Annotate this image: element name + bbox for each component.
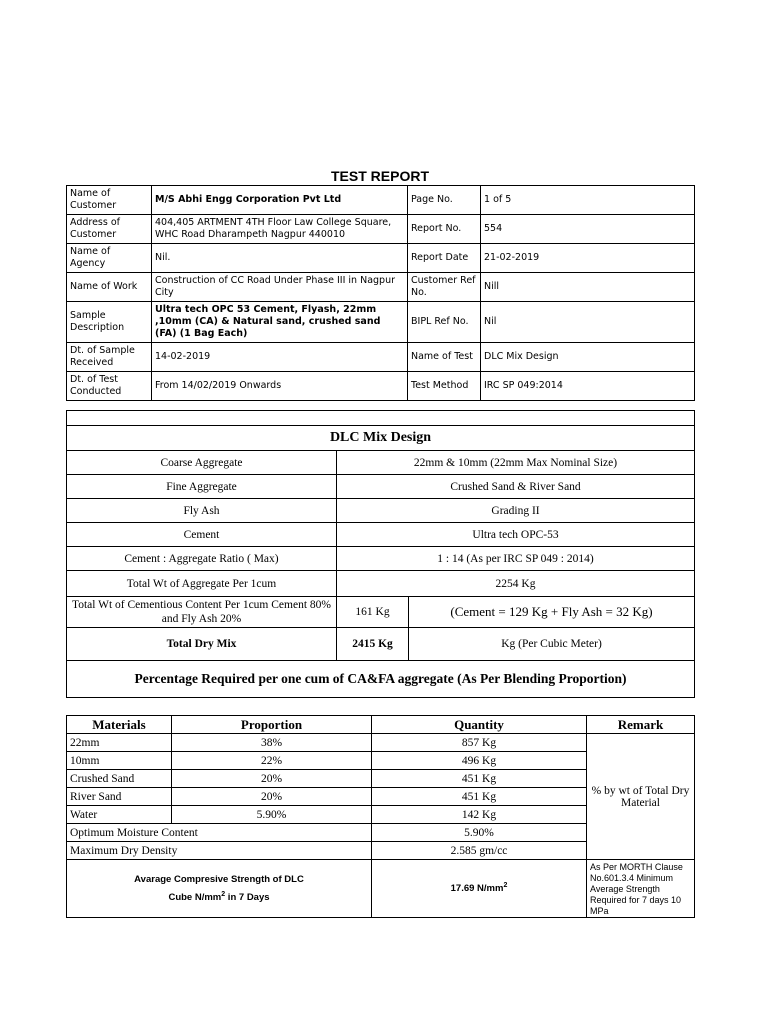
blend-material: 22mm: [67, 734, 172, 752]
strength-row: [67, 860, 695, 918]
mix-label: Fly Ash: [67, 499, 337, 523]
mix-row: [67, 451, 695, 475]
blend-material: 10mm: [67, 752, 172, 770]
blend-proportion: 20%: [172, 770, 372, 788]
header-key: Sample Description: [67, 302, 152, 343]
mix-row: [67, 547, 695, 571]
blending-proportion-table: [66, 715, 695, 918]
mix-label: Fine Aggregate: [67, 475, 337, 499]
strength-label-sup: 2: [221, 890, 226, 898]
strength-value: 17.69 N/mm: [450, 883, 504, 895]
blend-header-row: [67, 716, 695, 734]
header-row-sample: [67, 302, 695, 343]
mix-row: [67, 571, 695, 597]
dry-mix-value: 2415 Kg: [337, 628, 409, 661]
header-row-customer: [67, 186, 695, 215]
blend-quantity: 496 Kg: [372, 752, 587, 770]
header-row-address: [67, 215, 695, 244]
dlc-mix-design-table: [66, 410, 695, 698]
header-value: 14-02-2019: [152, 343, 408, 372]
omc-label: Optimum Moisture Content: [67, 824, 372, 842]
header-value: M/S Abhi Engg Corporation Pvt Ltd: [152, 186, 408, 215]
header-value: 21-02-2019: [481, 244, 695, 273]
blend-material: River Sand: [67, 788, 172, 806]
header-key: Report No.: [408, 215, 481, 244]
blend-proportion: 20%: [172, 788, 372, 806]
proportion-header: Proportion: [172, 716, 372, 734]
blend-quantity: 451 Kg: [372, 788, 587, 806]
report-title: TEST REPORT: [330, 168, 429, 184]
header-key: Dt. of Test Conducted: [67, 372, 152, 401]
mix-row: [67, 475, 695, 499]
blend-remark: % by wt of Total Dry Material: [587, 734, 695, 860]
blend-proportion: 22%: [172, 752, 372, 770]
mix-value: 2254 Kg: [337, 571, 695, 597]
blend-proportion: 38%: [172, 734, 372, 752]
mix-value: Grading II: [337, 499, 695, 523]
mix-label: Cement: [67, 523, 337, 547]
header-value: From 14/02/2019 Onwards: [152, 372, 408, 401]
spacer-row: [67, 411, 695, 426]
cementitious-label: Total Wt of Cementious Content Per 1cum Cement 80% and Fly Ash 20%: [67, 597, 337, 628]
blend-material: Crushed Sand: [67, 770, 172, 788]
materials-header: Materials: [67, 716, 172, 734]
header-value: DLC Mix Design: [481, 343, 695, 372]
strength-value-cell: [372, 860, 587, 918]
blend-proportion: 5.90%: [172, 806, 372, 824]
header-key: Address of Customer: [67, 215, 152, 244]
strength-note: As Per MORTH Clause No.601.3.4 Minimum Average Strength Required for 7 days 10 MPa: [587, 860, 695, 918]
mix-value: 1 : 14 (As per IRC SP 049 : 2014): [337, 547, 695, 571]
header-key: Name of Customer: [67, 186, 152, 215]
header-value: Ultra tech OPC 53 Cement, Flyash, 22mm ,10mm (CA) & Natural sand, crushed sand (FA) (1 Bag Each): [152, 302, 408, 343]
header-value: 554: [481, 215, 695, 244]
report-header-table: [66, 185, 695, 401]
mix-row: [67, 499, 695, 523]
header-value: Construction of CC Road Under Phase III in Nagpur City: [152, 273, 408, 302]
strength-label-line2: Cube N/mm: [168, 892, 222, 904]
header-row-received: [67, 343, 695, 372]
header-row-work: [67, 273, 695, 302]
mix-label: Total Wt of Aggregate Per 1cum: [67, 571, 337, 597]
blend-row: [67, 734, 695, 752]
header-key: Report Date: [408, 244, 481, 273]
mix-value: Crushed Sand & River Sand: [337, 475, 695, 499]
mix-value: 22mm & 10mm (22mm Max Nominal Size): [337, 451, 695, 475]
header-key: Customer Ref No.: [408, 273, 481, 302]
strength-label-line1: Avarage Compresive Strength of DLC: [134, 873, 304, 885]
header-value: Nil: [481, 302, 695, 343]
header-key: BIPL Ref No.: [408, 302, 481, 343]
mix-row: [67, 523, 695, 547]
header-key: Name of Agency: [67, 244, 152, 273]
mix-label: Coarse Aggregate: [67, 451, 337, 475]
quantity-header: Quantity: [372, 716, 587, 734]
header-key: Page No.: [408, 186, 481, 215]
header-key: Name of Test: [408, 343, 481, 372]
header-value: IRC SP 049:2014: [481, 372, 695, 401]
dry-mix-label: Total Dry Mix: [67, 628, 337, 661]
header-value: Nill: [481, 273, 695, 302]
blend-quantity: 857 Kg: [372, 734, 587, 752]
header-row-conducted: [67, 372, 695, 401]
mix-value: Ultra tech OPC-53: [337, 523, 695, 547]
cementitious-value: 161 Kg: [337, 597, 409, 628]
dry-mix-row: [67, 628, 695, 661]
strength-label: [67, 860, 372, 918]
header-key: Dt. of Sample Received: [67, 343, 152, 372]
mdd-value: 2.585 gm/cc: [372, 842, 587, 860]
header-value: 1 of 5: [481, 186, 695, 215]
header-value: Nil.: [152, 244, 408, 273]
dry-mix-unit: Kg (Per Cubic Meter): [409, 628, 695, 661]
remark-header: Remark: [587, 716, 695, 734]
percentage-heading: Percentage Required per one cum of CA&FA aggregate (As Per Blending Proportion): [67, 661, 695, 698]
mix-label: Cement : Aggregate Ratio ( Max): [67, 547, 337, 571]
strength-label-line2b: in 7 Days: [225, 892, 270, 904]
blend-quantity: 451 Kg: [372, 770, 587, 788]
mix-design-heading: DLC Mix Design: [67, 426, 695, 451]
header-value: 404,405 ARTMENT 4TH Floor Law College Square, WHC Road Dharampeth Nagpur 440010: [152, 215, 408, 244]
blend-material: Water: [67, 806, 172, 824]
header-key: Test Method: [408, 372, 481, 401]
cementitious-note: (Cement = 129 Kg + Fly Ash = 32 Kg): [409, 597, 695, 628]
header-key: Name of Work: [67, 273, 152, 302]
cementitious-row: [67, 597, 695, 628]
blend-quantity: 142 Kg: [372, 806, 587, 824]
strength-value-sup: 2: [503, 882, 508, 890]
header-row-agency: [67, 244, 695, 273]
mdd-label: Maximum Dry Density: [67, 842, 372, 860]
omc-value: 5.90%: [372, 824, 587, 842]
